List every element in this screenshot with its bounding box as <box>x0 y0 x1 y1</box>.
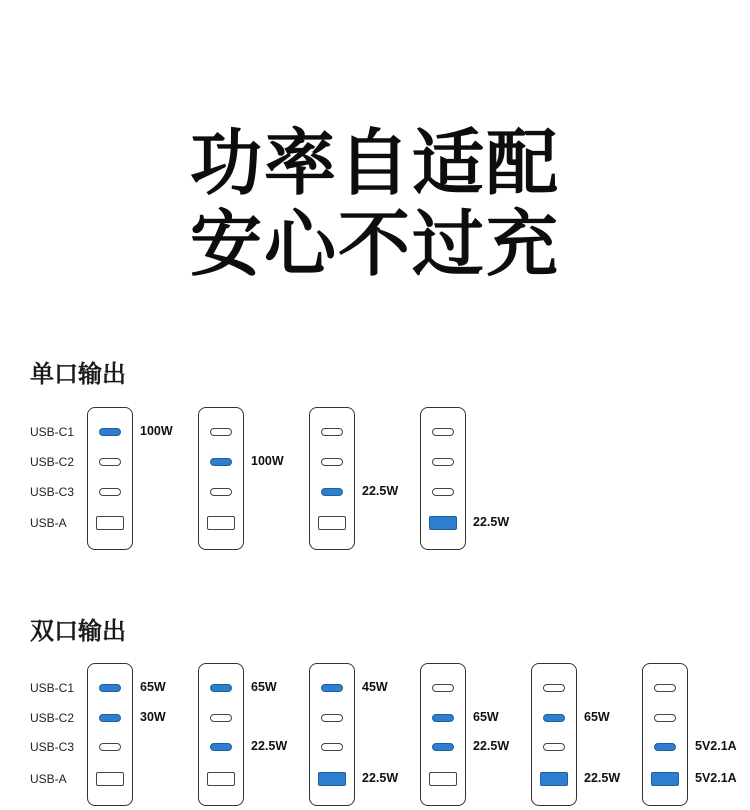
usb-c-port-icon <box>543 684 565 692</box>
usb-c-port-icon <box>321 458 343 466</box>
usb-a-port-icon <box>96 516 124 530</box>
power-value: 5V2.1A <box>695 739 737 753</box>
usb-c-port-icon <box>321 488 343 496</box>
usb-a-port-icon <box>96 772 124 786</box>
headline-line2: 安心不过充 <box>189 205 560 285</box>
port-label-usb-c3: USB-C3 <box>30 740 75 754</box>
usb-a-port-icon <box>318 772 346 786</box>
power-value: 100W <box>251 454 284 468</box>
usb-c-port-icon <box>321 428 343 436</box>
power-value: 22.5W <box>362 484 399 498</box>
power-value: 65W <box>584 710 610 724</box>
port-label-usb-c3: USB-C3 <box>30 485 75 499</box>
power-value: 45W <box>362 680 388 694</box>
power-value: 22.5W <box>251 739 288 753</box>
usb-a-port-icon <box>540 772 568 786</box>
usb-c-port-icon <box>99 714 121 722</box>
power-value: 100W <box>140 424 173 438</box>
port-label-usb-c2: USB-C2 <box>30 711 75 725</box>
power-value: 5V2.1A <box>695 771 737 785</box>
power-value: 65W <box>140 680 166 694</box>
usb-c-port-icon <box>210 488 232 496</box>
usb-c-port-icon <box>654 743 676 751</box>
usb-c-port-icon <box>543 743 565 751</box>
usb-c-port-icon <box>432 743 454 751</box>
usb-c-port-icon <box>432 714 454 722</box>
power-value: 65W <box>251 680 277 694</box>
port-label-usb-a: USB-A <box>30 772 67 786</box>
usb-c-port-icon <box>654 684 676 692</box>
port-label-usb-c2: USB-C2 <box>30 455 75 469</box>
power-value: 22.5W <box>362 771 399 785</box>
headline-line1: 功率自适配 <box>189 124 560 204</box>
usb-c-port-icon <box>210 684 232 692</box>
usb-c-port-icon <box>99 684 121 692</box>
power-value: 30W <box>140 710 166 724</box>
port-label-usb-c1: USB-C1 <box>30 681 75 695</box>
usb-c-port-icon <box>654 714 676 722</box>
port-label-usb-c1: USB-C1 <box>30 425 75 439</box>
port-label-usb-a: USB-A <box>30 516 67 530</box>
usb-a-port-icon <box>318 516 346 530</box>
usb-c-port-icon <box>210 458 232 466</box>
usb-c-port-icon <box>210 743 232 751</box>
power-value: 22.5W <box>473 739 510 753</box>
usb-c-port-icon <box>432 684 454 692</box>
usb-c-port-icon <box>321 743 343 751</box>
usb-a-port-icon <box>207 772 235 786</box>
usb-c-port-icon <box>321 684 343 692</box>
usb-c-port-icon <box>432 458 454 466</box>
usb-a-port-icon <box>429 516 457 530</box>
usb-c-port-icon <box>99 488 121 496</box>
usb-a-port-icon <box>429 772 457 786</box>
usb-a-port-icon <box>651 772 679 786</box>
usb-c-port-icon <box>99 428 121 436</box>
power-value: 22.5W <box>584 771 621 785</box>
usb-c-port-icon <box>321 714 343 722</box>
usb-c-port-icon <box>210 428 232 436</box>
power-value: 65W <box>473 710 499 724</box>
usb-c-port-icon <box>543 714 565 722</box>
usb-c-port-icon <box>99 458 121 466</box>
usb-c-port-icon <box>99 743 121 751</box>
section-title-single: 单口输出 <box>30 361 126 388</box>
power-value: 22.5W <box>473 515 510 529</box>
usb-c-port-icon <box>432 428 454 436</box>
usb-c-port-icon <box>432 488 454 496</box>
usb-a-port-icon <box>207 516 235 530</box>
section-title-dual: 双口输出 <box>30 618 126 645</box>
usb-c-port-icon <box>210 714 232 722</box>
